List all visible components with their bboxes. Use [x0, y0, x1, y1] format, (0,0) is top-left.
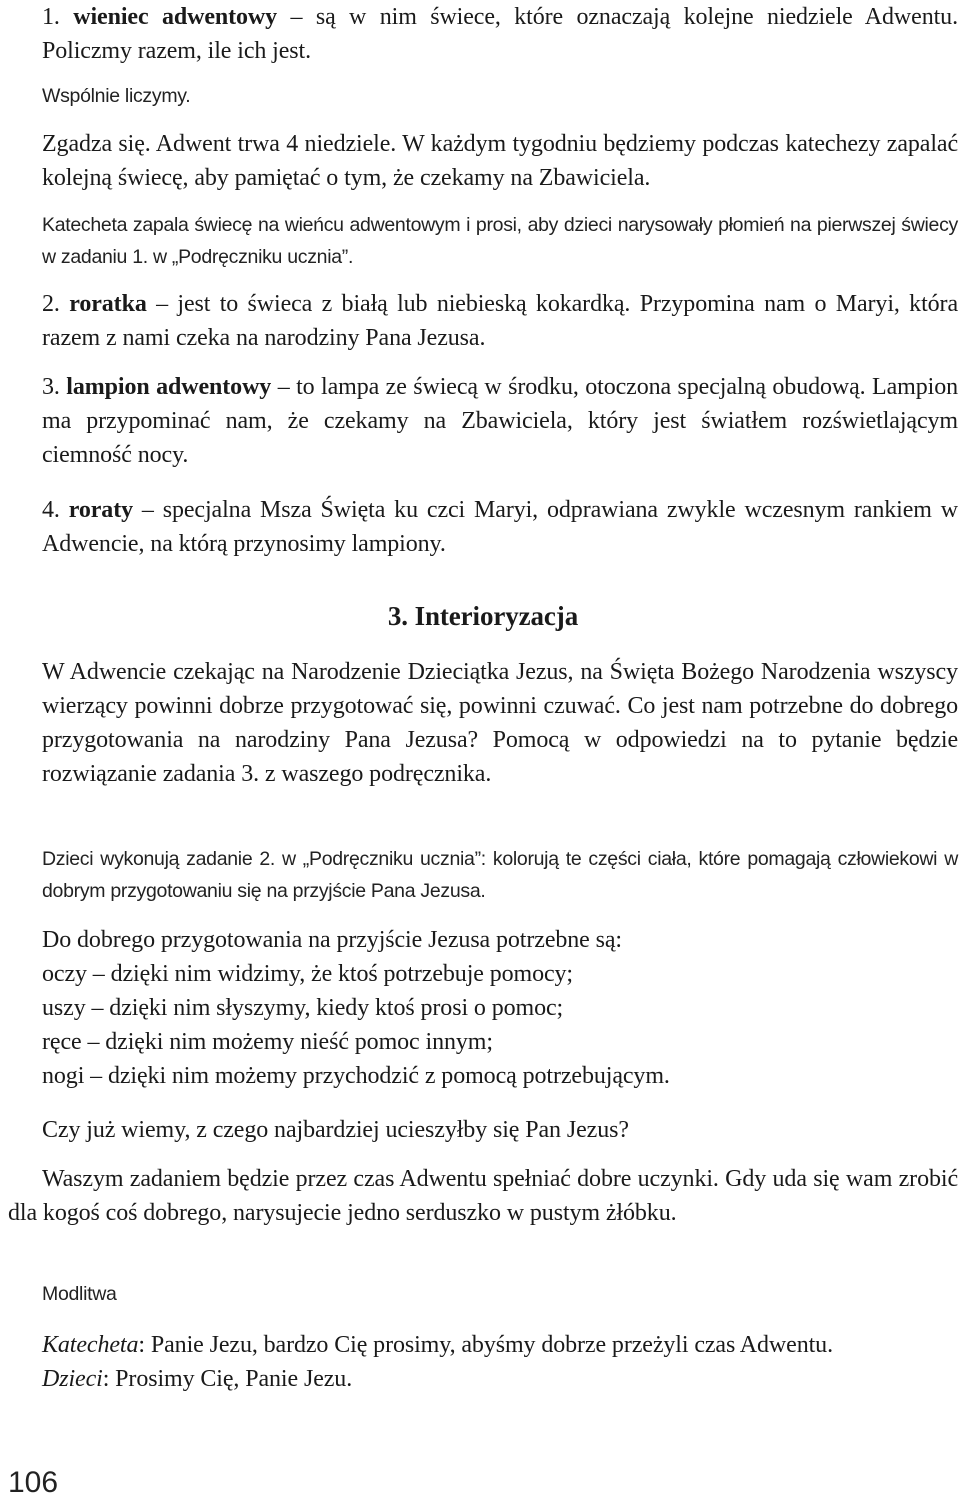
- prayer-text: : Prosimy Cię, Panie Jezu.: [102, 1366, 353, 1392]
- paragraph-sundays: Zgadza się. Adwent trwa 4 niedziele. W każdym tygodniu będziemy podczas katechezy zapalać kolejną świecę, aby pamiętać o tym, że czekamy na Zbawiciela.: [42, 131, 958, 191]
- item-number: 1.: [42, 4, 60, 30]
- paragraph-interior: W Adwencie czekając na Narodzenie Dzieciątka Jezus, na Święta Bożego Narodzenia wszyscy wierzący powinni dobrze przygotować się, powinni czuwać. Co jest nam potrzebne do dobrego przygotowania na narodziny Pana Jezusa? Pomocą w odpowiedzi na to pytanie będzie rozwiązanie zadania 3. z waszego podręcznika.: [42, 659, 958, 787]
- list-item-wieniec: [8, 0, 958, 68]
- list-item-roraty: [8, 493, 958, 561]
- prayer-text: : Panie Jezu, bardzo Cię prosimy, abyśmy dobrze przeżyli czas Adwentu.: [138, 1332, 833, 1358]
- speaker-name: Dzieci: [42, 1366, 103, 1392]
- item-term: wieniec adwentowy: [73, 4, 278, 30]
- item-term: roratka: [69, 291, 147, 317]
- item-number: 2.: [42, 291, 60, 317]
- prayer-label: Modlitwa: [42, 1283, 117, 1305]
- item-description: – specjalna Msza Święta ku czci Maryi, odprawiana zwykle wczesnym rankiem w Adwencie, na którą przynosimy lampiony.: [42, 497, 958, 557]
- section-heading: 3. Interioryzacja: [387, 601, 579, 631]
- preparation-list: [8, 923, 958, 1093]
- task-paragraph: Waszym zadaniem będzie przez czas Adwentu spełniać dobre uczynki. Gdy uda się wam zrobić dla kogoś coś dobrego, narysujecie jedno serduszko w pustym żłóbku.: [8, 1166, 958, 1226]
- speaker-name: Katecheta: [42, 1332, 139, 1358]
- question-line: Czy już wiemy, z czego najbardziej ucieszyłby się Pan Jezus?: [42, 1117, 629, 1143]
- instruction-count: Wspólnie liczymy.: [42, 85, 191, 107]
- prayer-line-catechist: [42, 1328, 958, 1362]
- item-number: 3.: [42, 374, 60, 400]
- prayer-block: [8, 1328, 958, 1396]
- item-term: lampion adwentowy: [66, 374, 272, 400]
- list-item-roratka: [8, 287, 958, 355]
- item-description: – są w nim świece, które oznaczają kolejne niedziele Adwentu. Policzmy razem, ile ich jest.: [42, 4, 958, 64]
- preparation-intro: Do dobrego przygotowania na przyjście Jezusa potrzebne są:: [42, 927, 622, 953]
- preparation-line-legs: nogi – dzięki nim możemy przychodzić z pomocą potrzebującym.: [42, 1063, 670, 1089]
- item-number: 4.: [42, 497, 60, 523]
- preparation-line-hands: ręce – dzięki nim możemy nieść pomoc innym;: [42, 1029, 493, 1055]
- item-description: – to lampa ze świecą w środku, otoczona specjalną obudową. Lampion ma przypominać nam, że czekamy na Zbawiciela, który jest światłem rozświetlającym ciemność nocy.: [42, 374, 959, 468]
- page-number: 106: [8, 1466, 59, 1499]
- item-description: – jest to świeca z białą lub niebieską kokardką. Przypomina nam o Maryi, która razem z nami czeka na narodziny Pana Jezusa.: [42, 291, 958, 351]
- list-item-lampion: [8, 370, 958, 472]
- item-term: roraty: [68, 497, 133, 523]
- instruction-task: Dzieci wykonują zadanie 2. w „Podręczniku ucznia”: kolorują te części ciała, które pomagają człowiekowi w dobrym przygotowaniu się na przyjście Pana Jezusa.: [42, 848, 958, 902]
- preparation-line-ears: uszy – dzięki nim słyszymy, kiedy ktoś prosi o pomoc;: [42, 995, 564, 1021]
- prayer-line-children: [42, 1362, 958, 1396]
- instruction-candle: Katecheta zapala świecę na wieńcu adwentowym i prosi, aby dzieci narysowały płomień na pierwszej świecy w zadaniu 1. w „Podręczniku ucznia”.: [42, 214, 958, 268]
- preparation-line-eyes: oczy – dzięki nim widzimy, że ktoś potrzebuje pomocy;: [42, 961, 573, 987]
